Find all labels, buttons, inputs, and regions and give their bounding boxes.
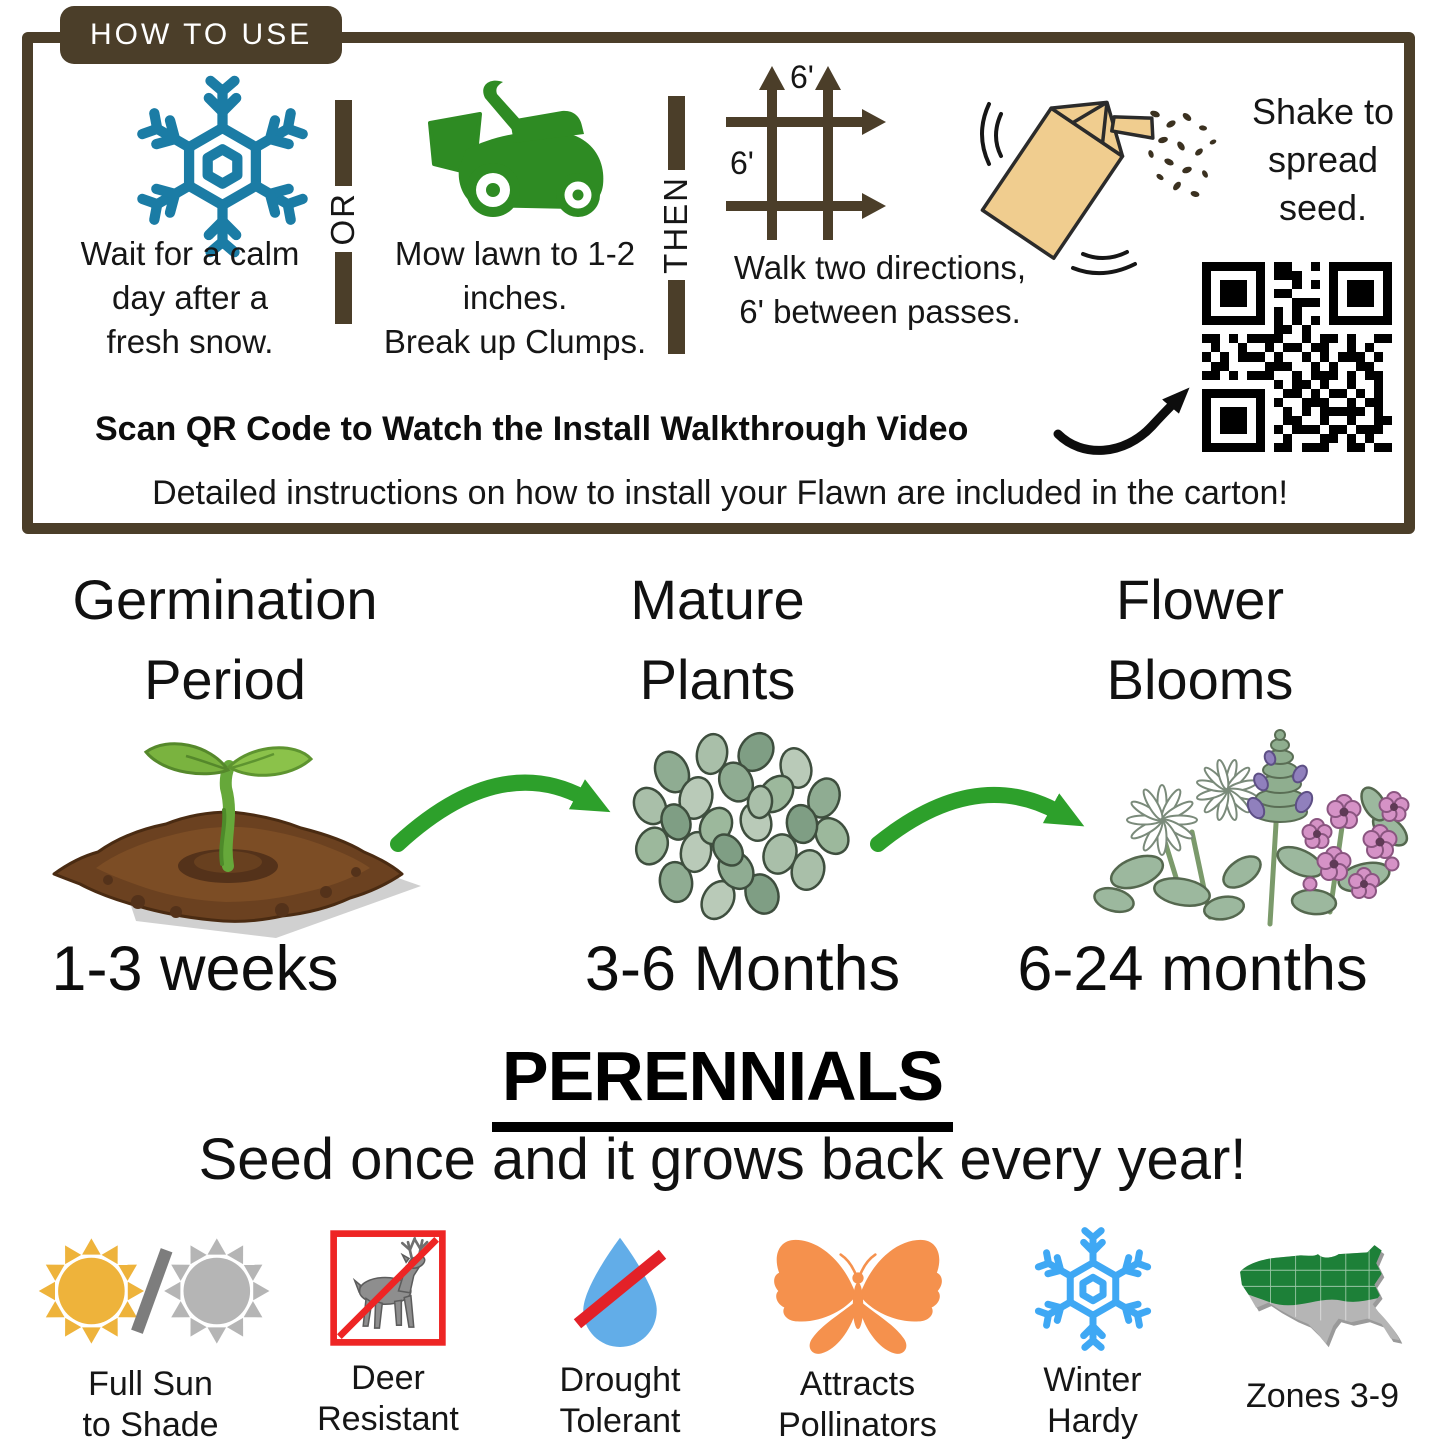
feature-label-line2: Pollinators bbox=[778, 1405, 937, 1444]
snow-caption-line1: Wait for a calm bbox=[80, 235, 300, 272]
grid-left-spacing-label: 6' bbox=[730, 145, 754, 181]
feature-label bbox=[778, 1364, 937, 1445]
walk-grid-icon bbox=[722, 58, 892, 243]
butterfly-icon bbox=[758, 1226, 958, 1356]
flower-blooms-illustration bbox=[1042, 712, 1422, 937]
mature-time: 3-6 Months bbox=[584, 934, 901, 1004]
feature-label-line1: Attracts bbox=[799, 1365, 916, 1403]
feature-sun-shade bbox=[28, 1226, 273, 1445]
feature-label-line2: Tolerant bbox=[559, 1401, 681, 1440]
divider-bar bbox=[668, 96, 685, 170]
pink-flowers bbox=[1303, 792, 1409, 898]
mow-caption-line3: Break up Clumps. bbox=[383, 323, 647, 361]
divider-bar bbox=[668, 280, 685, 354]
mow-caption bbox=[345, 232, 685, 365]
walk-caption-line1: Walk two directions, bbox=[733, 249, 1027, 286]
feature-label bbox=[1043, 1360, 1141, 1442]
snow-caption-line3: fresh snow. bbox=[106, 323, 274, 361]
feature-label-line1: Winter bbox=[1043, 1361, 1142, 1399]
mow-caption-line2: inches. bbox=[462, 279, 568, 317]
snow-caption-line2: day after a bbox=[112, 279, 268, 317]
feature-label bbox=[1246, 1376, 1399, 1417]
shake-caption-line1: Shake to bbox=[1251, 91, 1395, 132]
lawn-mower-icon bbox=[408, 68, 628, 233]
scan-instruction: Scan QR Code to Watch the Install Walkthrough Video bbox=[95, 410, 969, 448]
germination-time: 1-3 weeks bbox=[51, 934, 339, 1004]
howto-tab-label: HOW TO USE bbox=[90, 18, 313, 51]
stage-title-flower bbox=[975, 560, 1425, 719]
perennials-subtitle: Seed once and it grows back every year! bbox=[198, 1127, 1247, 1192]
feature-label bbox=[560, 1360, 681, 1442]
grid-top-spacing-label: 6' bbox=[790, 59, 814, 95]
clover-cluster-illustration bbox=[610, 710, 868, 928]
germination-title-line2: Period bbox=[144, 647, 306, 711]
stage-arrow-icon bbox=[386, 748, 621, 863]
mow-caption-line1: Mow lawn to 1-2 bbox=[394, 235, 636, 272]
seeds bbox=[1147, 109, 1217, 197]
sun-shade-icon bbox=[31, 1226, 271, 1356]
qr-code bbox=[1202, 262, 1392, 452]
perennials-heading-wrap bbox=[0, 1036, 1445, 1132]
feature-label-line2: to Shade bbox=[82, 1405, 219, 1444]
perennials-title: PERENNIALS bbox=[492, 1036, 953, 1132]
feature-label bbox=[317, 1358, 459, 1440]
flower-title-line2: Blooms bbox=[1106, 647, 1294, 711]
then-divider bbox=[657, 96, 695, 354]
shade-sun-icon bbox=[164, 1238, 269, 1343]
feature-drought-tolerant bbox=[505, 1226, 735, 1442]
feature-label-line2: Hardy bbox=[1047, 1401, 1138, 1440]
mature-title-line2: Plants bbox=[639, 647, 796, 711]
stage-title-mature bbox=[495, 560, 940, 719]
feature-label-line1: Drought bbox=[559, 1361, 681, 1399]
or-label: OR bbox=[324, 192, 361, 246]
drought-tolerant-icon bbox=[562, 1226, 678, 1352]
feature-label bbox=[82, 1364, 218, 1445]
winter-snowflake-icon bbox=[1030, 1226, 1156, 1352]
shake-caption bbox=[1228, 88, 1418, 233]
curved-arrow-icon bbox=[1052, 382, 1192, 464]
feature-zones bbox=[1200, 1238, 1445, 1417]
walk-caption-line2: 6' between passes. bbox=[739, 293, 1021, 331]
deer-resistant-icon bbox=[326, 1226, 450, 1350]
flower-title-line1: Flower bbox=[1115, 568, 1285, 631]
detail-instruction: Detailed instructions on how to install your Flawn are included in the carton! bbox=[152, 474, 1288, 512]
germination-title-line1: Germination bbox=[72, 568, 378, 631]
usa-map-icon bbox=[1230, 1238, 1415, 1350]
feature-label-line1: Full Sun bbox=[88, 1365, 213, 1403]
divider-bar bbox=[335, 100, 352, 186]
full-sun-icon bbox=[38, 1238, 143, 1343]
feature-label-line1: Zones 3-9 bbox=[1245, 1377, 1400, 1415]
shake-caption-line3: seed. bbox=[1278, 187, 1368, 229]
howto-tab bbox=[60, 6, 342, 64]
stage-title-germination bbox=[0, 560, 450, 719]
snow-caption bbox=[40, 232, 340, 365]
mature-title-line1: Mature bbox=[630, 568, 805, 631]
purple-flower-spike bbox=[1244, 730, 1315, 822]
feature-deer-resistant bbox=[268, 1226, 508, 1440]
sprout-illustration bbox=[26, 716, 431, 956]
feature-winter-hardy bbox=[975, 1226, 1210, 1442]
shake-caption-line2: spread bbox=[1267, 139, 1379, 181]
feature-label-line2: Resistant bbox=[317, 1399, 459, 1438]
red-slash bbox=[339, 1239, 436, 1336]
then-label: THEN bbox=[657, 176, 694, 274]
flower-time: 6-24 months bbox=[1017, 934, 1368, 1004]
seed-carton-icon bbox=[955, 62, 1225, 287]
feature-attracts-pollinators bbox=[735, 1226, 980, 1445]
feature-label-line1: Deer bbox=[351, 1359, 425, 1397]
